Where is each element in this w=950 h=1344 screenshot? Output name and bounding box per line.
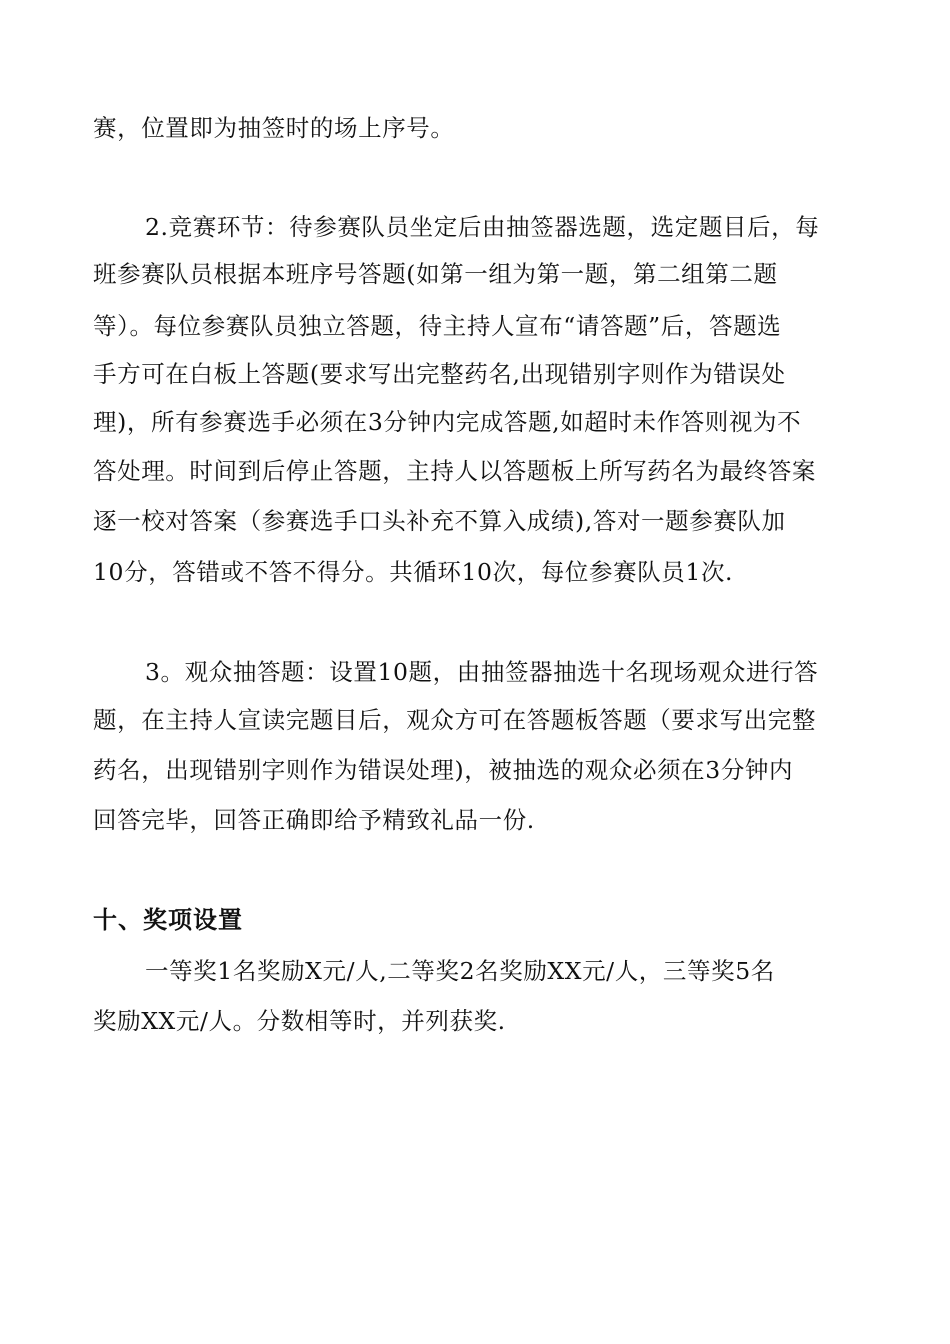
section-3-line: 题，在主持人宣读完题目后，观众方可在答题板答题（要求写出完整 <box>93 706 816 734</box>
section-2-line: 2.竞赛环节：待参赛队员坐定后由抽签器选题，选定题目后，每 <box>145 213 820 241</box>
section-2-line: 逐一校对答案（参赛选手口头补充不算入成绩),答对一题参赛队加 <box>93 507 786 535</box>
section-2-line: 答处理。时间到后停止答题，主持人以答题板上所写药名为最终答案 <box>93 457 816 485</box>
section-2-line: 理)，所有参赛选手必须在3分钟内完成答题,如超时未作答则视为不 <box>93 408 802 436</box>
section-2-line: 等）。每位参赛队员独立答题，待主持人宣布“请答题”后，答题选 <box>93 312 782 340</box>
section-3-line: 药名，出现错别字则作为错误处理)，被抽选的观众必须在3分钟内 <box>93 756 794 784</box>
awards-heading: 十、奖项设置 <box>93 906 243 934</box>
section-2-line: 10分，答错或不答不得分。共循环10次，每位参赛队员1次. <box>93 558 734 586</box>
section-2-line: 手方可在白板上答题(要求写出完整药名,出现错别字则作为错误处 <box>93 360 786 388</box>
awards-line: 奖励XX元/人。分数相等时，并列获奖. <box>93 1007 506 1035</box>
continuation-line: 赛，位置即为抽签时的场上序号。 <box>93 114 455 142</box>
section-3-line: 回答完毕，回答正确即给予精致礼品一份. <box>93 806 535 834</box>
section-2-line: 班参赛队员根据本班序号答题(如第一组为第一题，第二组第二题 <box>93 260 778 288</box>
section-3-line: 3。观众抽答题：设置10题，由抽签器抽选十名现场观众进行答 <box>145 658 819 686</box>
awards-line: 一等奖1名奖励X元/人,二等奖2名奖励XX元/人，三等奖5名 <box>145 957 775 985</box>
